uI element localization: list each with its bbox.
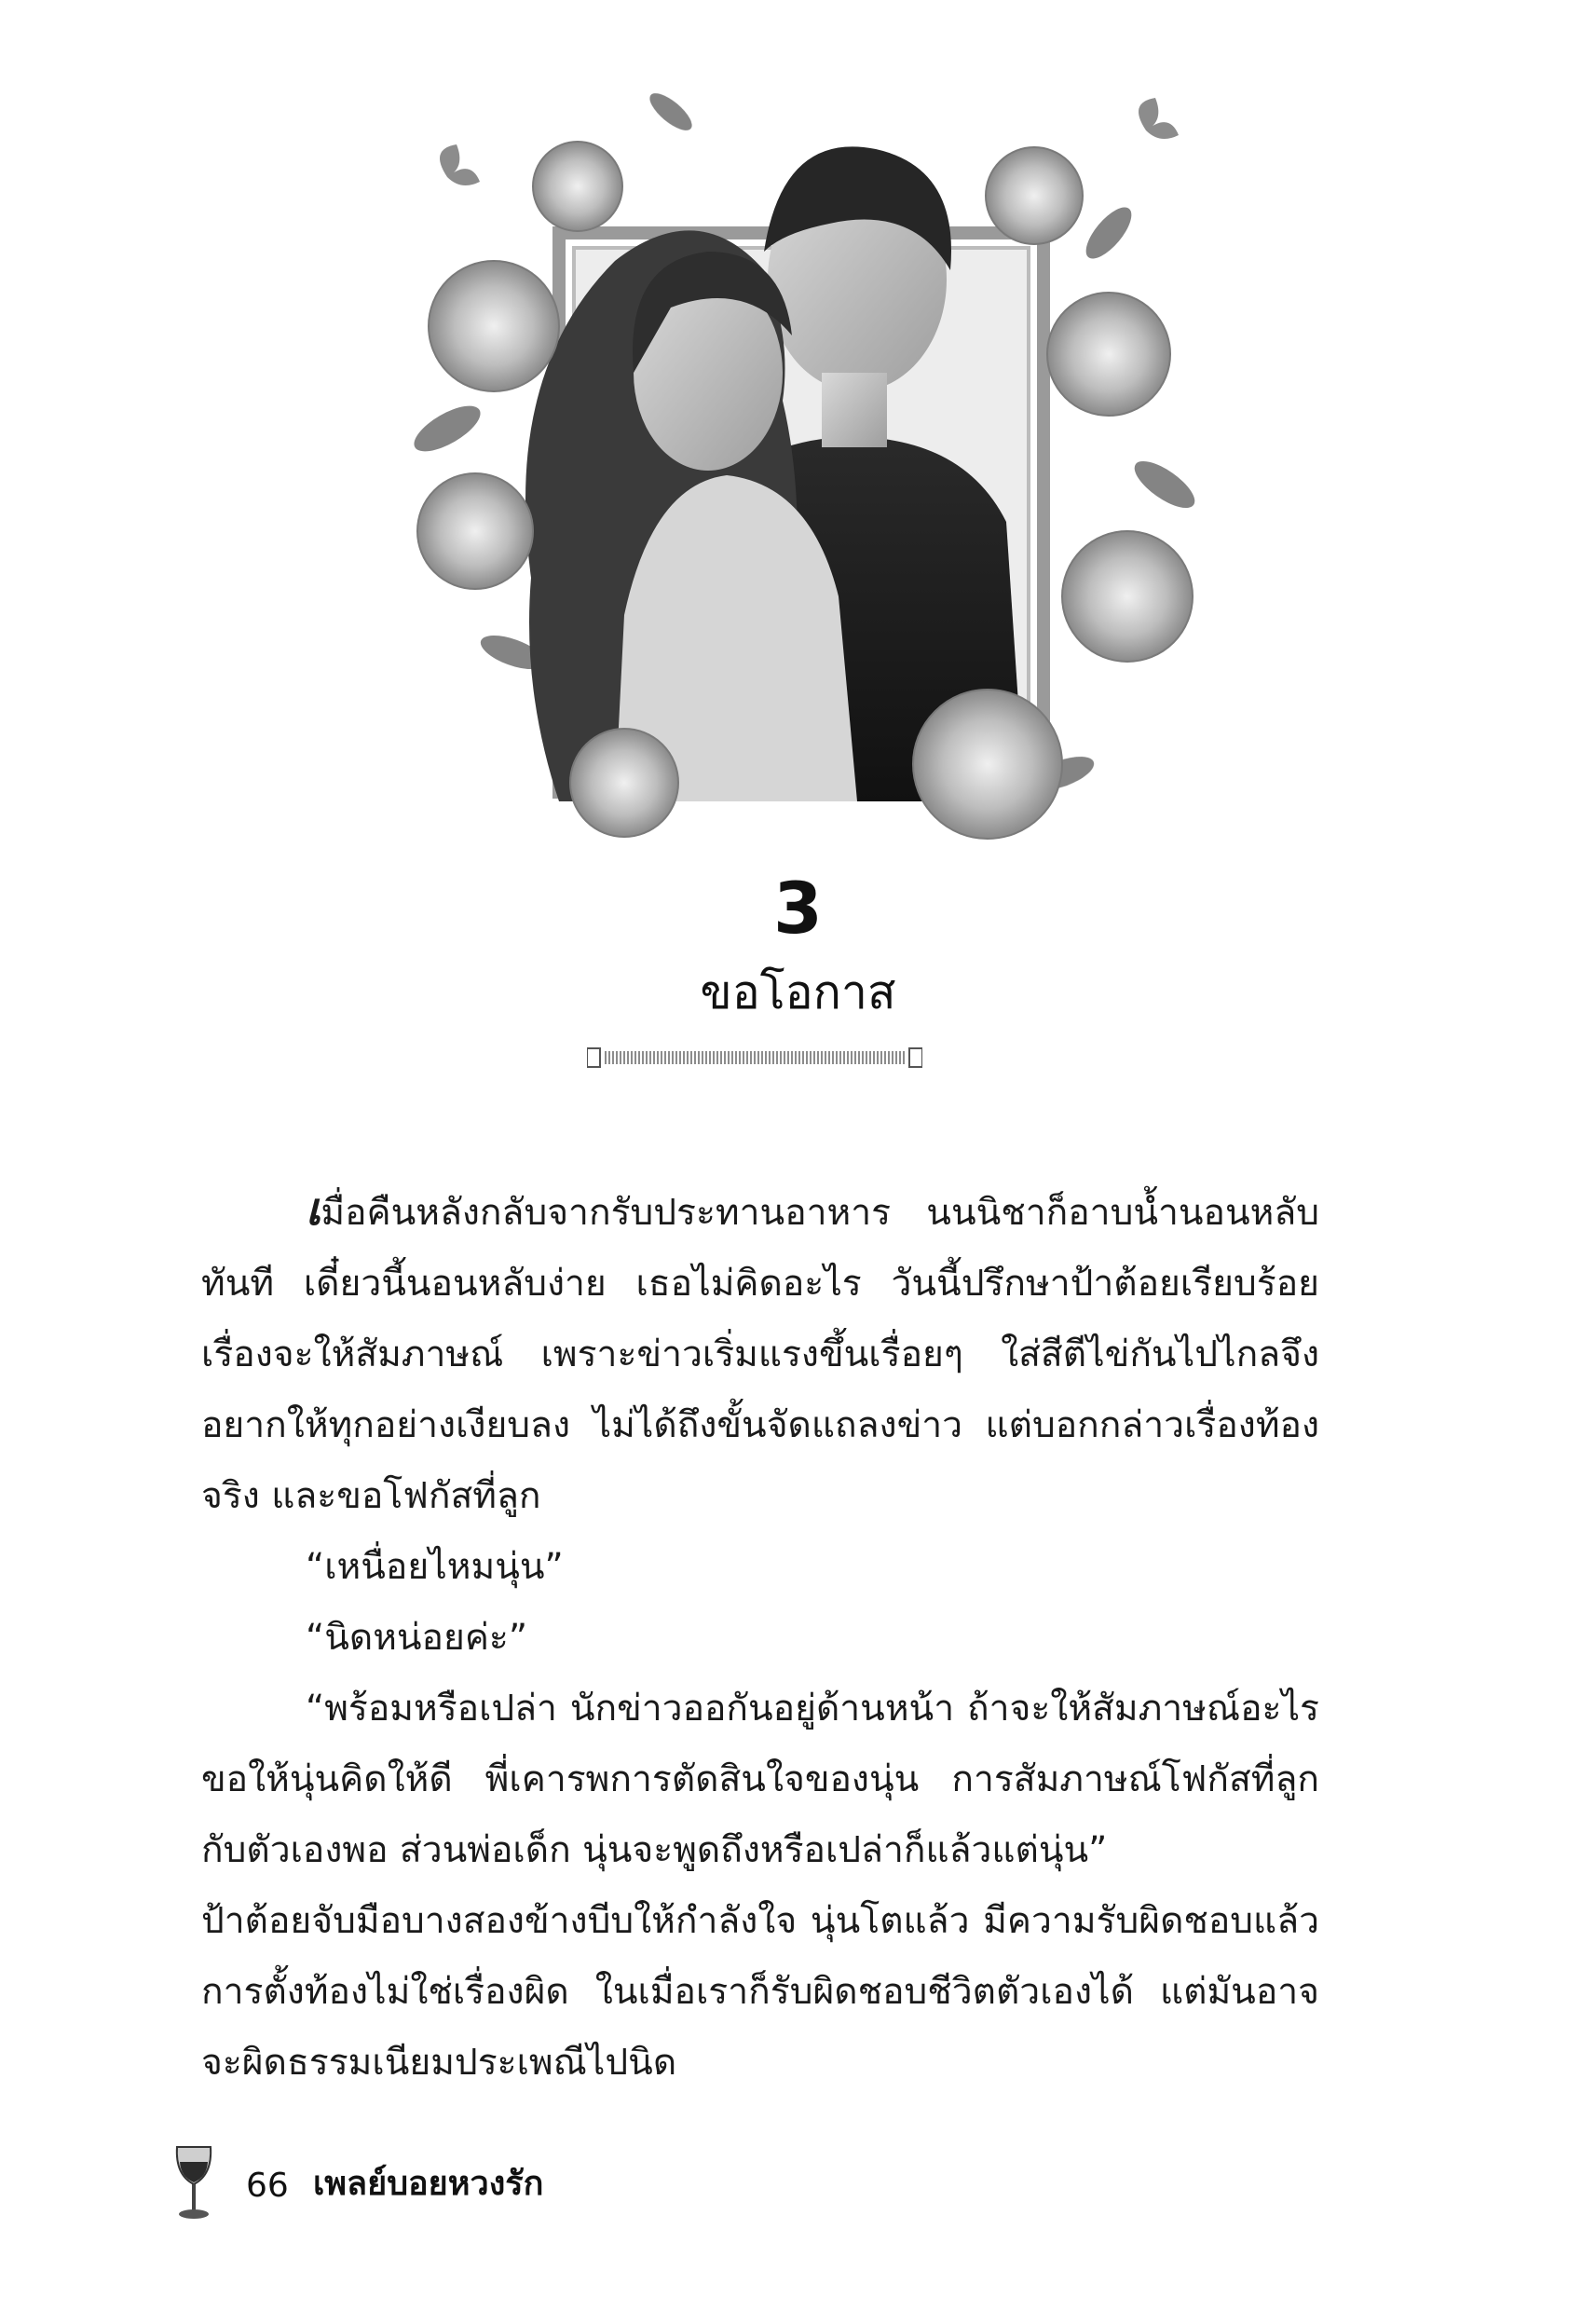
page-number: 66 bbox=[246, 2167, 289, 2205]
ornament-divider bbox=[587, 1046, 922, 1070]
paragraph-4: “พร้อมหรือเปล่า นักข่าวออกันอยู่ด้านหน้า ถ้าจะให้สัมภาษณ์อะไร ขอให้นุ่นคิดให้ดี พี่เคารพการตัดสินใจของนุ่น การสัมภาษณ์โฟกัสที่ลูกกับตัวเองพอ ส่วนพ่อเด็ก นุ่นจะพูดถึงหรือเปล่าก็แล้วแต่นุ่น” bbox=[201, 1688, 1319, 1871]
chapter-title: ขอโอกาส bbox=[700, 965, 896, 1019]
book-title: เพลย์บอยหวงรัก bbox=[313, 2165, 544, 2203]
couple-illustration bbox=[391, 93, 1211, 867]
body-text bbox=[201, 1174, 1319, 2099]
paragraph-2: “เหนื่อยไหมนุ่น” bbox=[306, 1546, 564, 1588]
paragraph-1-text: มื่อคืนหลังกลับจากรับประทานอาหาร นนนิชาก็อาบน้ำนอนหลับทันที เดี๋ยวนี้นอนหลับง่าย เธอไม่คิดอะไร วันนี้ปรึกษาป้าต้อยเรียบร้อยเรื่องจะให้สัมภาษณ์ เพราะข่าวเริ่มแรงขึ้นเรื่อยๆ ใส่สีตีไข่กันไปไกลจึงอยากให้ทุกอย่างเงียบลง ไม่ได้ถึงขั้นจัดแถลงข่าว แต่บอกกล่าวเรื่องท้องจริง และขอโฟกัสที่ลูก bbox=[201, 1192, 1319, 1517]
paragraph-3: “นิดหน่อยค่ะ” bbox=[306, 1617, 528, 1659]
wine-glass-icon bbox=[173, 2143, 214, 2222]
page-footer bbox=[173, 2143, 825, 2236]
chapter-number: 3 bbox=[773, 867, 823, 950]
paragraph-1 bbox=[201, 1174, 1319, 1532]
drop-letter: เ bbox=[306, 1183, 321, 1236]
paragraph-5: ป้าต้อยจับมือบางสองข้างบีบให้กำลังใจ นุ่นโตแล้ว มีความรับผิดชอบแล้ว การตั้งท้องไม่ใช่เรื่องผิด ในเมื่อเราก็รับผิดชอบชีวิตตัวเองได้ แต่มันอาจจะผิดธรรมเนียมประเพณีไปนิด bbox=[201, 1900, 1319, 2084]
